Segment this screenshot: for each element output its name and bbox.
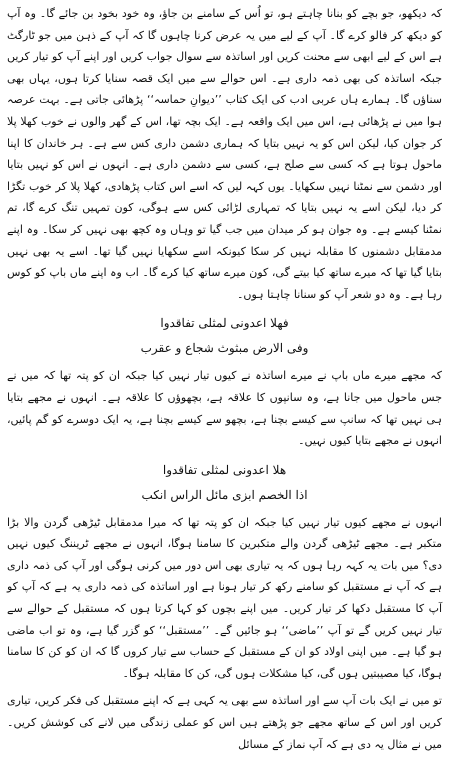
- verse-line-1: فهلا اعدونی لمثلی تفاقدوا: [160, 316, 289, 331]
- paragraph-3: انہوں نے مجھے کیوں تیار نہیں کیا جبکہ ان کو پتہ تھا کہ میرا مدمقابل ٹیڑھی گردن والا بڑا متکبر ہے۔ مجھے ٹیڑھی گردن والے متکبرین کا سامنا ہوگا، انہوں نے مجھے ٹریننگ کیوں نہیں دی؟ میں بات یہ کہہ رہا ہوں کہ یہ تیاری بھی اس دور میں کرنی ہوگی اور آپ کی ذمہ داری ہے کہ آپ نے مستقبل کو سامنے رکھ کر تیار ہونا ہے اور اساتذہ کی ذمہ داری یہ ہے کہ آپ کو آپ کا مستقبل دکھا کر تیار کریں۔ میں اپنے بچوں کو کہا کرتا ہوں کہ مستقبل کے حوالے سے تیار نہیں کریں گے تو آپ ’’ماضی‘‘ ہو جائیں گے۔ ’’مستقبل‘‘ کو گزر گیا ہے، وہ تو اب ماضی ہو گیا ہے۔ میں اپنی اولاد کو ان کے مستقبل کے حساب سے تیار کروں گا کہ ان کو کن کا سامنا ہوگا، کیا مصیبتیں ہوں گی، کیا مشکلات ہوں گی، کن کا مقابلہ ہوگا۔: [7, 515, 442, 680]
- paragraph-2: کہ مجھے میرے ماں باپ نے میرے اساتذہ نے کیوں تیار نہیں کیا جبکہ ان کو پتہ تھا کہ میں نے جس ماحول میں جانا ہے، وہ سانپوں کا علاقہ ہے، بچھوؤں کا علاقہ ہے۔ انہوں نے مجھے بتایا ہی نہیں تھا کہ سانپ سے کیسے بچنا ہے، بچھو سے کیسے بچنا ہے، یہ ایک دوسرے کو گم پائیں، انہوں نے مجھے بتایا کیوں نہیں۔: [7, 369, 442, 448]
- verse-block-2: [7, 459, 442, 507]
- verse-block-1: [7, 312, 442, 360]
- verse-line-3: هلا اعدونی لمثلی تفاقدوا: [162, 462, 287, 477]
- paragraph-4: تو میں نے ایک بات آپ سے اور اساتذہ سے بھی یہ کہی ہے کہ اپنے مستقبل کی فکر کریں، تیاری کریں اور اس کے ساتھ مجھے جو پڑھتے ہیں اس کو عملی زندگی میں لانے کی کوشش کریں۔ میں نے مثال یہ دی ہے کہ آپ نماز کے مسائل: [7, 694, 442, 751]
- paragraph-1: کہ دیکھو، جو بچے کو بنانا چاہتے ہو، تو اُس کے سامنے بن جاؤ، وہ خود بخود بن جائے گا۔ وہ آپ کو دیکھ کر فالو کرے گا۔ آپ کے لیے میں یہ عرض کرنا چاہوں گا کہ آپ کے ذہن میں جو ٹارگٹ ہے اس کے لیے ابھی سے محنت کریں اور اساتذہ سے سوال جواب کریں اور اپنے آپ کو تیار کریں جبکہ اساتذہ کی بھی ذمہ داری ہے۔ اس حوالے سے میں ایک قصہ سنایا کرتا ہوں، یہاں بھی سناؤں گا۔ ہمارے ہاں عربی ادب کی ایک کتاب ’’دیوانِ حماسہ‘‘ پڑھائی جاتی ہے۔ بہت عرصہ ہوا میں نے پڑھائی ہے، اس میں ایک واقعہ ہے۔ ایک بچہ تھا، اس کے گھر والوں نے خوب کھلا پلا کر جوان کیا، لیکن اس کو یہ نہیں بتایا کہ ہماری دشمن داری کس سے ہے۔ ہر خاندان کا اپنا ماحول ہوتا ہے کہ کسی سے صلح ہے، کسی سے دشمن داری ہے۔ انہوں نے اس کو نہیں بتایا اور دشمن سے نمٹنا نہیں سکھایا۔ یوں کہہ لیں کہ اسے اس کتاب پڑھادی، کھلا پلا کر خوب تگڑا کر دیا، لیکن اسے یہ نہیں بتایا کہ تمہاری لڑائی کس سے ہوگی، کون تمہیں تنگ کرے گا، تم نمٹنا کیسے ہے۔ وہ جوان ہو کر میدان میں جب گیا تو وہاں وہ کچھ بھی نہیں کر سکا۔ وہ اپنے مدمقابل دشمنوں کا مقابلہ نہیں کر سکا کیونکہ اسے سکھایا نہیں گیا تھا۔ اسے یہ بھی نہیں بتایا گیا تھا کہ میرے ساتھ کیا بیتے گی، کون میرے ساتھ کیا کرے گا۔ اب وہ اپنے ماں باپ کو کوس رہا ہے۔ وہ دو شعر آپ کو سنانا چاہتا ہوں۔: [7, 7, 442, 301]
- verse-line-2: وفی الارض مبثوث شجاع و عقرب: [140, 341, 309, 356]
- verse-line-4: اذا الخصم ابزی مائل الراس انکب: [141, 487, 308, 502]
